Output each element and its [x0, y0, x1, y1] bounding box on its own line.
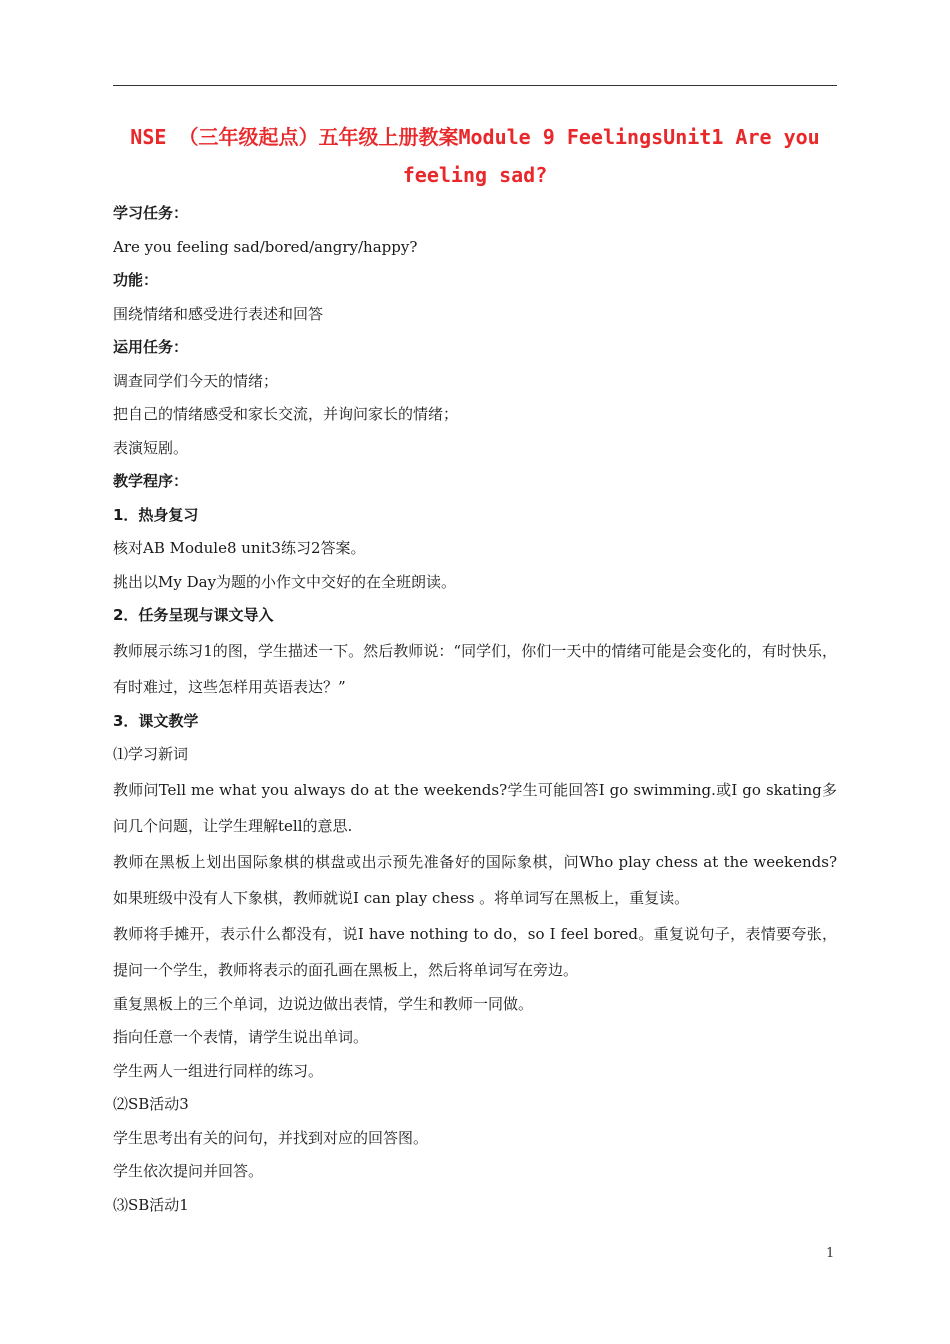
paragraph: 教师将手摊开，表示什么都没有，说I have nothing to do，so I feel bored。重复说句子，表情要夸张，提问一个学生，教师将表示的面孔画在黑板上，然后将单词写在旁边。	[113, 924, 837, 979]
document-body	[113, 197, 837, 1222]
section-heading: 2．任务呈现与课文导入	[113, 606, 274, 624]
paragraph: 围绕情绪和感受进行表述和回答	[113, 304, 324, 323]
paragraph: 核对AB Module8 unit3练习2答案。	[113, 539, 366, 557]
paragraph: ⑴学习新词	[113, 745, 189, 763]
paragraph: 挑出以My Day为题的小作文中交好的在全班朗读。	[113, 572, 457, 591]
page-number: 1	[826, 1246, 835, 1261]
section-heading: 功能：	[113, 271, 159, 289]
paragraph: 指向任意一个表情，请学生说出单词。	[113, 1028, 369, 1046]
section-heading: 学习任务：	[113, 204, 189, 222]
paragraph: 学生依次提问并回答。	[113, 1162, 264, 1180]
paragraph: ⑵SB活动3	[113, 1095, 189, 1113]
paragraph: 调查同学们今天的情绪；	[113, 371, 279, 390]
paragraph: ⑶SB活动1	[113, 1195, 189, 1214]
paragraph: 把自己的情绪感受和家长交流，并询问家长的情绪；	[113, 405, 459, 423]
header-rule	[113, 85, 837, 86]
paragraph: 学生两人一组进行同样的练习。	[113, 1061, 324, 1080]
section-heading: 教学程序：	[113, 472, 189, 490]
paragraph: 重复黑板上的三个单词，边说边做出表情，学生和教师一同做。	[113, 994, 534, 1013]
paragraph: 学生思考出有关的问句，并找到对应的回答图。	[113, 1128, 429, 1147]
paragraph: 教师在黑板上划出国际象棋的棋盘或出示预先准备好的国际象棋，问Who play chess at the weekends? 如果班级中没有人下象棋，教师就说I can play chess 。将单词写在黑板上，重复读。	[113, 852, 837, 907]
section-heading: 运用任务：	[113, 338, 189, 356]
paragraph: 表演短剧。	[113, 438, 189, 457]
document-title: NSE （三年级起点）五年级上册教案Module 9 FeelingsUnit1 Are you feeling sad?	[130, 125, 820, 187]
section-heading: 1．热身复习	[113, 505, 199, 524]
paragraph: 教师展示练习1的图，学生描述一下。然后教师说：“同学们，你们一天中的情绪可能是会变化的，有时快乐，有时难过，这些怎样用英语表达？”	[113, 641, 837, 696]
paragraph: Are you feeling sad/bored/angry/happy?	[113, 237, 418, 256]
paragraph: 教师问Tell me what you always do at the weekends?学生可能回答I go swimming.或I go skating多问几个问题，让学生理解tell的意思.	[113, 780, 837, 835]
section-heading: 3．课文教学	[113, 711, 199, 730]
